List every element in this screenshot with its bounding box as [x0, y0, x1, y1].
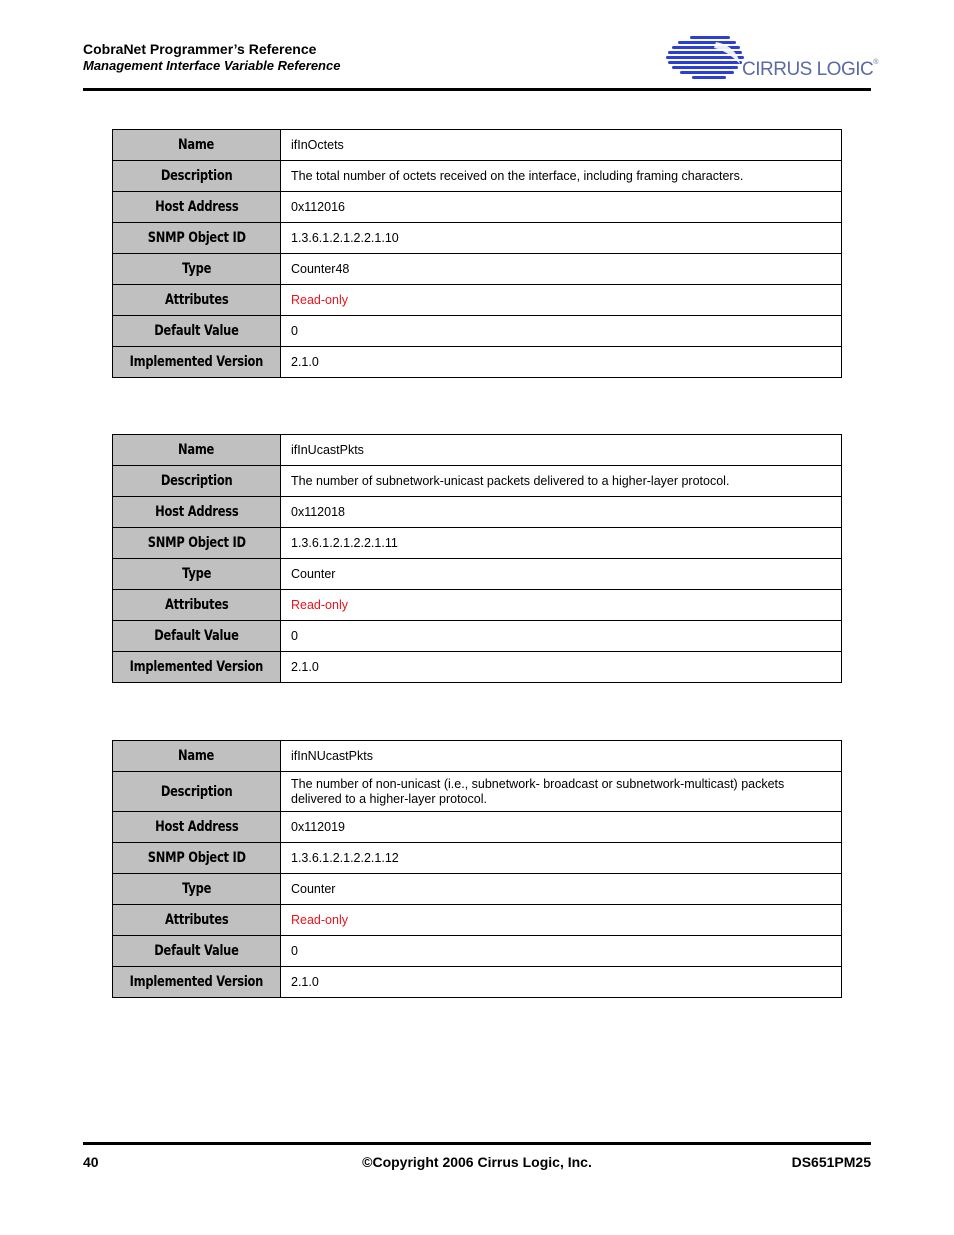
row-value: 0x112018 — [281, 497, 842, 528]
row-label: Host Address — [113, 497, 281, 528]
row-label: Host Address — [113, 812, 281, 843]
row-label: Implemented Version — [113, 347, 281, 378]
row-label: Description — [113, 466, 281, 497]
row-label: SNMP Object ID — [113, 528, 281, 559]
row-label: Type — [113, 559, 281, 590]
row-value: Counter48 — [281, 254, 842, 285]
row-label: Name — [113, 435, 281, 466]
table-row — [113, 559, 842, 590]
row-label: Attributes — [113, 905, 281, 936]
table-row — [113, 285, 842, 316]
table-row — [113, 528, 842, 559]
row-value: 2.1.0 — [281, 967, 842, 998]
row-value: 0 — [281, 936, 842, 967]
table-row — [113, 254, 842, 285]
cirrus-logic-logo — [666, 34, 876, 80]
row-value: 0 — [281, 316, 842, 347]
row-value: 0x112019 — [281, 812, 842, 843]
logo-wordmark: CIRRUS LOGIC® — [742, 59, 878, 80]
attribute-value: Read-only — [281, 285, 842, 316]
table-row — [113, 936, 842, 967]
table-row — [113, 741, 842, 772]
row-value: Counter — [281, 874, 842, 905]
row-value: 0 — [281, 621, 842, 652]
table-row — [113, 466, 842, 497]
table-row — [113, 652, 842, 683]
row-label: Type — [113, 254, 281, 285]
row-value: Counter — [281, 559, 842, 590]
table-row — [113, 812, 842, 843]
row-value: ifInUcastPkts — [281, 435, 842, 466]
row-value: 1.3.6.1.2.1.2.2.1.10 — [281, 223, 842, 254]
row-value: The number of non-unicast (i.e., subnetwork- broadcast or subnetwork-multicast) packets delivered to a higher-layer protocol. — [281, 772, 842, 812]
document-title: CobraNet Programmer’s Reference — [83, 41, 317, 57]
row-label: Default Value — [113, 316, 281, 347]
section-subtitle: Management Interface Variable Reference — [83, 58, 341, 73]
table-row — [113, 967, 842, 998]
row-label: Description — [113, 161, 281, 192]
table-row — [113, 130, 842, 161]
row-label: Name — [113, 130, 281, 161]
table-row — [113, 347, 842, 378]
table-row — [113, 223, 842, 254]
row-value: ifInOctets — [281, 130, 842, 161]
header-rule — [83, 88, 871, 91]
row-value: 2.1.0 — [281, 652, 842, 683]
row-label: Implemented Version — [113, 967, 281, 998]
table-row — [113, 192, 842, 223]
row-label: Host Address — [113, 192, 281, 223]
page-number: 40 — [83, 1154, 99, 1170]
row-label: Default Value — [113, 621, 281, 652]
table-row — [113, 772, 842, 812]
attribute-value: Read-only — [281, 590, 842, 621]
row-value: The number of subnetwork-unicast packets delivered to a higher-layer protocol. — [281, 466, 842, 497]
copyright-notice: ©Copyright 2006 Cirrus Logic, Inc. — [362, 1154, 592, 1170]
row-label: Attributes — [113, 590, 281, 621]
variable-table-ifinucastpkts — [112, 434, 842, 683]
row-label: Name — [113, 741, 281, 772]
row-value: 0x112016 — [281, 192, 842, 223]
row-value: 1.3.6.1.2.1.2.2.1.11 — [281, 528, 842, 559]
row-label: Implemented Version — [113, 652, 281, 683]
attribute-value: Read-only — [281, 905, 842, 936]
row-label: SNMP Object ID — [113, 843, 281, 874]
table-row — [113, 161, 842, 192]
table-row — [113, 874, 842, 905]
page-footer — [83, 1142, 871, 1182]
cirrus-logic-globe-icon — [666, 34, 748, 80]
table-row — [113, 497, 842, 528]
row-label: Default Value — [113, 936, 281, 967]
table-row — [113, 316, 842, 347]
row-value: ifInNUcastPkts — [281, 741, 842, 772]
table-row — [113, 905, 842, 936]
document-id: DS651PM25 — [791, 1154, 871, 1170]
row-value: 1.3.6.1.2.1.2.2.1.12 — [281, 843, 842, 874]
row-value: 2.1.0 — [281, 347, 842, 378]
table-row — [113, 843, 842, 874]
table-row — [113, 435, 842, 466]
row-value: The total number of octets received on the interface, including framing characters. — [281, 161, 842, 192]
variable-table-ifinnucastpkts — [112, 740, 842, 998]
row-label: Type — [113, 874, 281, 905]
row-label: SNMP Object ID — [113, 223, 281, 254]
footer-rule — [83, 1142, 871, 1145]
row-label: Description — [113, 772, 281, 812]
table-row — [113, 590, 842, 621]
variable-table-ifinoctets — [112, 129, 842, 378]
row-label: Attributes — [113, 285, 281, 316]
table-row — [113, 621, 842, 652]
